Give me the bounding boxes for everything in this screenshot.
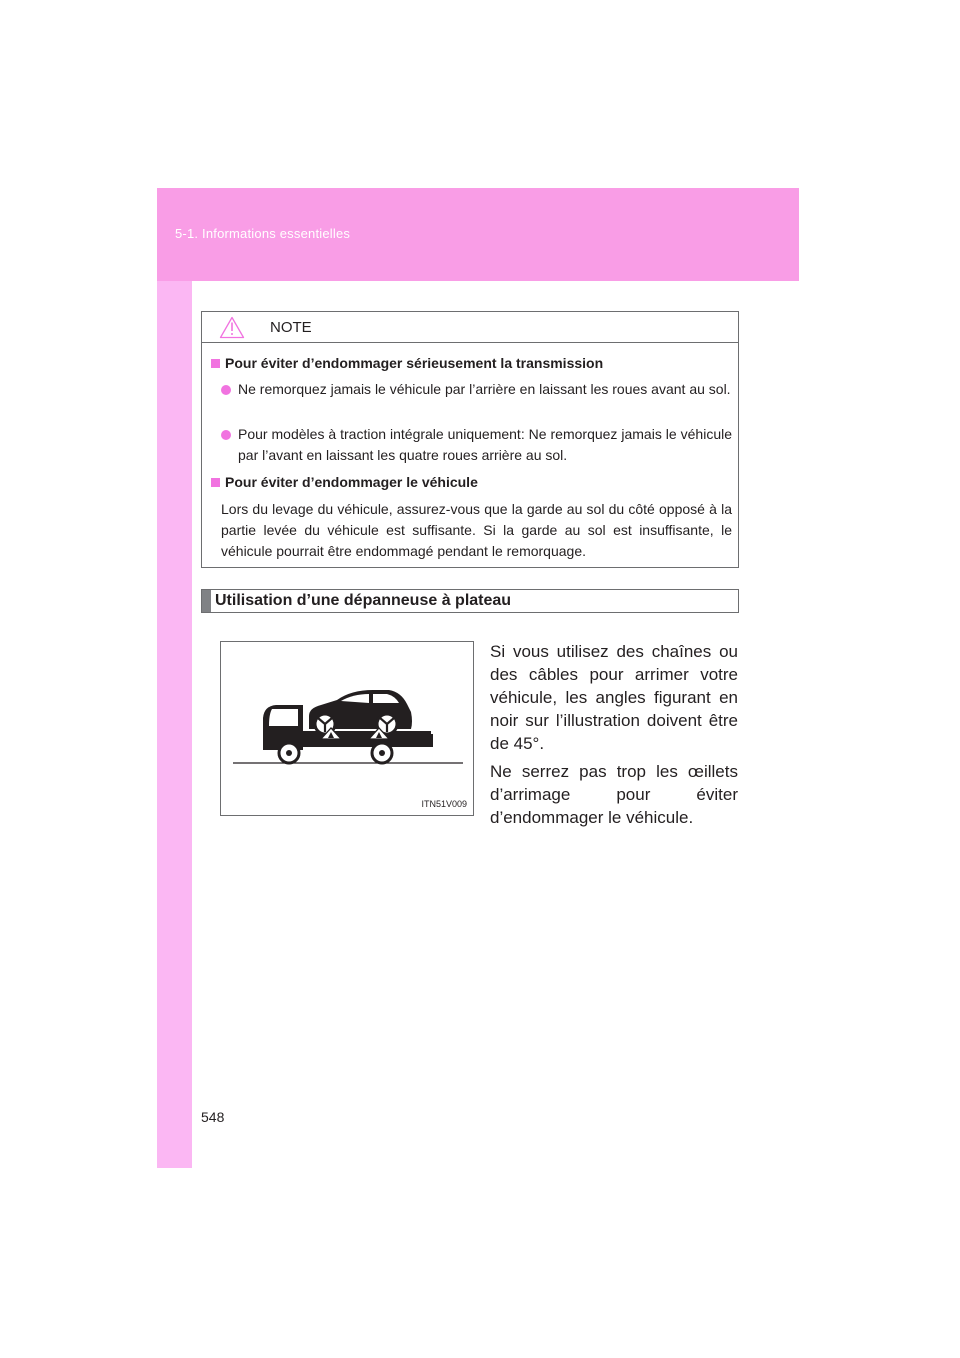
round-bullet-icon	[221, 430, 231, 440]
flatbed-truck-icon	[221, 642, 473, 815]
note-header	[202, 312, 738, 343]
square-bullet-icon	[211, 359, 220, 368]
chapter-section-label: 5-1. Informations essentielles	[175, 226, 351, 241]
section-heading-bar	[201, 589, 739, 613]
page-margin-strip	[157, 281, 192, 1168]
note-heading-vehicle: Pour éviter d’endommager le véhicule	[211, 474, 478, 490]
section-title: Utilisation d’une dépanneuse à plateau	[215, 592, 512, 609]
warning-triangle-icon	[219, 316, 245, 339]
note-heading-transmission: Pour éviter d’endommager sérieusement la transmission	[211, 355, 603, 371]
section-heading-accent	[202, 590, 211, 612]
note-bullet-awd: Pour modèles à traction intégrale uniquement: Ne remorquez jamais le véhicule par l’avant en laissant les quatre roues arrière au sol.	[221, 424, 732, 466]
illustration-code: ITN51V009	[421, 799, 467, 809]
note-paragraph-clearance: Lors du levage du véhicule, assurez-vous que la garde au sol du côté opposé à la partie levée du véhicule est suffisante. Si la garde au sol est insuffisante, le véhicule pourrait être endommagé pendant le remorquage.	[221, 501, 732, 559]
note-bullet-rear-tow: Ne remorquez jamais le véhicule par l’arrière en laissant les roues avant au sol.	[221, 379, 732, 400]
body-paragraph-chains: Si vous utilisez des chaînes ou des câbles pour arrimer votre véhicule, les angles figurant en noir sur l’illustration doivent être de 45°.	[490, 642, 738, 753]
note-box	[201, 311, 739, 568]
flatbed-illustration	[220, 641, 474, 816]
note-title: NOTE	[270, 319, 312, 336]
round-bullet-icon	[221, 385, 231, 395]
note-body	[202, 343, 738, 567]
page-number: 548	[201, 1109, 225, 1125]
body-paragraph-eyelets: Ne serrez pas trop les œillets d’arrimage pour éviter d’endommager le véhicule.	[490, 762, 738, 827]
square-bullet-icon	[211, 478, 220, 487]
